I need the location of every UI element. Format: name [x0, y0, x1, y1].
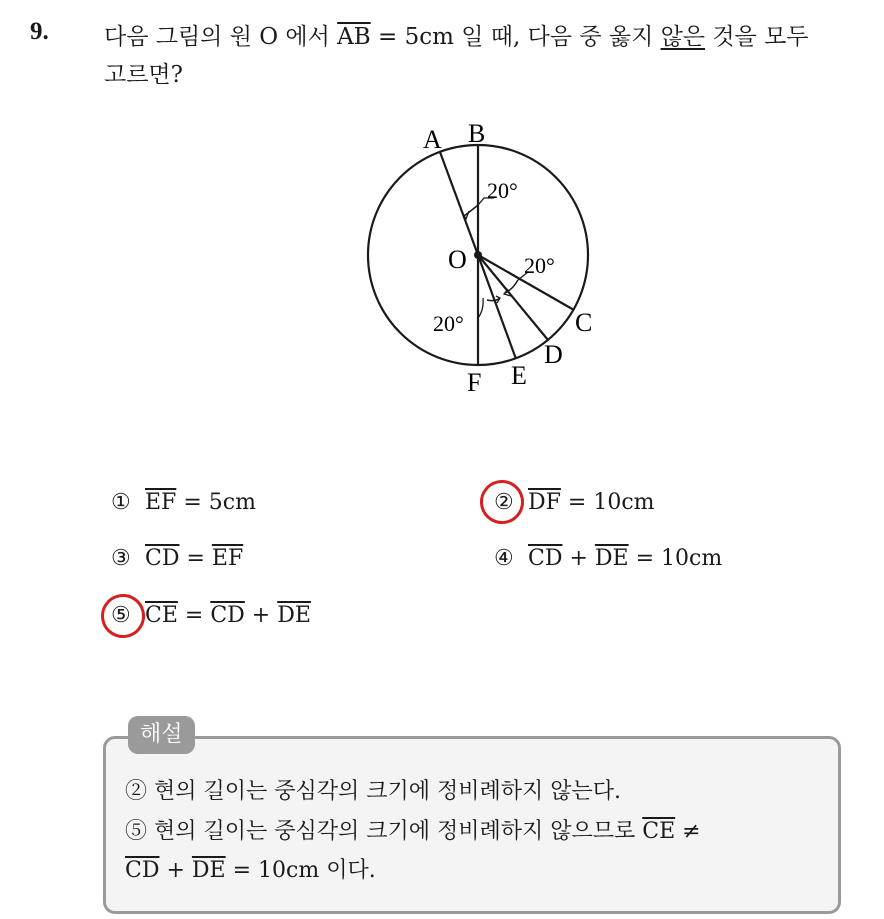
segment-ab: $\overline{AB}$ [337, 24, 371, 50]
option-mark: ⑤ [111, 603, 131, 628]
label-f: F [467, 368, 482, 397]
not-equal: ≠ [675, 819, 701, 844]
option-mark: ② [494, 490, 514, 515]
angle-arc-aob [464, 205, 478, 216]
question-line-2: 고르면? [104, 62, 183, 88]
question-text-2: = 5cm 일 때, 다음 중 옳지 [370, 24, 661, 50]
label-a: A [423, 125, 442, 154]
center-point [474, 251, 482, 259]
option-4[interactable] [494, 546, 722, 571]
label-b: B [468, 119, 486, 148]
solution-line-3 [125, 853, 376, 884]
circle-figure [360, 110, 600, 410]
option-1[interactable] [111, 490, 256, 515]
label-d: D [544, 340, 563, 369]
angle-label-aob: 20° [487, 178, 518, 203]
label-c: C [575, 308, 593, 337]
radius-oe [478, 255, 516, 359]
segment-ce: $\overline{CE}$ [642, 819, 676, 844]
selection-circle-option-5 [97, 590, 149, 642]
underlined-word: 않은 [660, 24, 706, 50]
question-text: 다음 그림의 원 O 에서 [104, 24, 338, 50]
solution-text-end: = 10cm 이다. [225, 858, 376, 883]
radius-oa [440, 152, 478, 255]
option-expression: $\overline{CE} = \overline{CD} + \overline{DE}$ [145, 603, 311, 628]
option-mark: ① [111, 490, 131, 515]
option-expression: $\overline{CD} + \overline{DE} = 10cm$ [528, 546, 723, 571]
label-o: O [448, 245, 467, 274]
option-expression: $\overline{CD} = \overline{EF}$ [145, 546, 244, 571]
segment-cd: $\overline{CD}$ [125, 858, 160, 883]
label-e: E [511, 361, 527, 390]
question-line-1 [104, 18, 809, 51]
question-text-3: 것을 모두 [705, 24, 809, 50]
angle-label-eof: 20° [433, 311, 464, 336]
option-mark: ③ [111, 546, 131, 571]
solution-text: ⑤ 현의 길이는 중심각의 크기에 정비례하지 않으므로 [125, 819, 643, 844]
option-expression: $\overline{DF} = 10cm$ [528, 490, 655, 515]
segment-de: $\overline{DE}$ [191, 858, 226, 883]
question-number: 9. [30, 18, 49, 45]
solution-line-1: ② 현의 길이는 중심각의 크기에 정비례하지 않는다. [125, 779, 621, 804]
angle-label-cod: 20° [524, 253, 555, 278]
option-expression: $\overline{EF} = 5cm$ [145, 490, 256, 515]
solution-line-2 [125, 814, 701, 845]
option-mark: ④ [494, 546, 514, 571]
option-3[interactable] [111, 546, 243, 571]
solution-tag: 해설 [128, 716, 195, 754]
plus: + [159, 858, 192, 883]
selection-circle-option-2 [476, 476, 528, 528]
